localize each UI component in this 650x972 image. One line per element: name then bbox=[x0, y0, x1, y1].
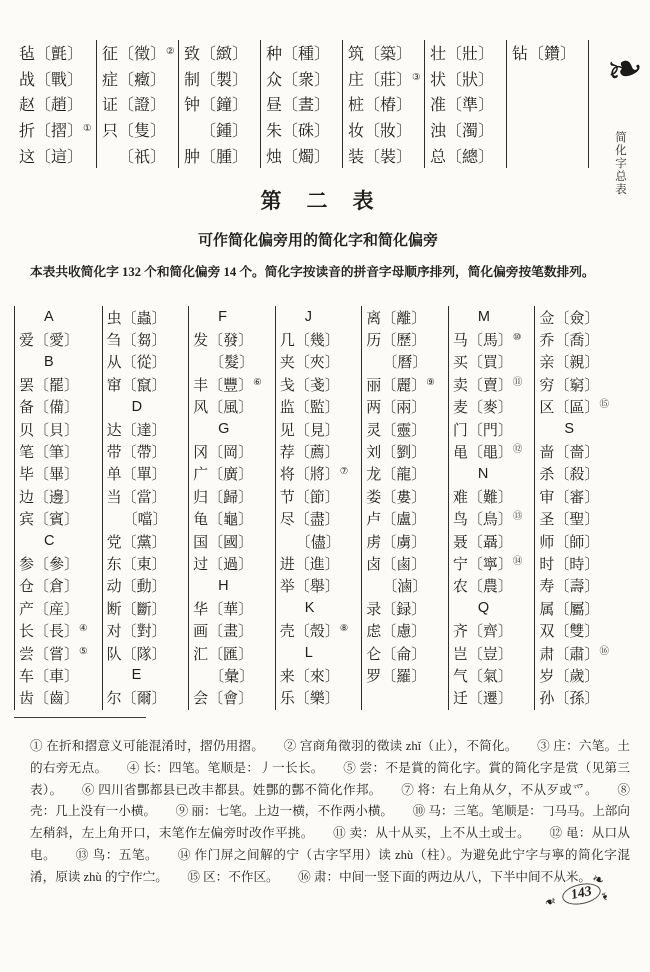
section-letter: A bbox=[44, 309, 54, 326]
char-pair: 农〔農〕 bbox=[452, 579, 513, 596]
char-pair: 乔〔喬〕 bbox=[539, 333, 600, 350]
char-pair: 装〔裝〕 bbox=[348, 148, 413, 166]
margin-vertical-title: 简化字总表 bbox=[614, 131, 626, 196]
char-pair: 黾〔黽〕⑫ bbox=[452, 445, 523, 462]
char-pair: 折〔摺〕① bbox=[19, 123, 92, 141]
table-column bbox=[424, 40, 506, 168]
char-pair: 亲〔親〕 bbox=[539, 355, 600, 372]
char-pair: 带〔帶〕 bbox=[106, 445, 167, 462]
char-pair: 来〔來〕 bbox=[279, 668, 340, 685]
char-pair: 尝〔嘗〕⑤ bbox=[19, 646, 88, 663]
char-pair: 灵〔靈〕 bbox=[366, 422, 427, 439]
char-pair: 刘〔劉〕 bbox=[366, 445, 427, 462]
char-pair: 龟〔龜〕 bbox=[193, 512, 254, 529]
char-pair: 双〔雙〕 bbox=[539, 624, 600, 641]
char-pair: 寿〔壽〕 bbox=[539, 579, 600, 596]
char-pair: 属〔屬〕 bbox=[539, 601, 600, 618]
char-pair: 东〔東〕 bbox=[106, 556, 167, 573]
leaf-icon: ❧ bbox=[589, 871, 606, 890]
char-pair: 制〔製〕 bbox=[184, 71, 249, 89]
char-pair: 达〔達〕 bbox=[106, 422, 167, 439]
char-pair: 笔〔筆〕 bbox=[19, 445, 80, 462]
char-pair: 状〔狀〕 bbox=[430, 71, 495, 89]
page-number-value: 143 bbox=[560, 880, 602, 908]
char-pair: 虫〔蟲〕 bbox=[106, 310, 167, 327]
char-pair: 娄〔婁〕 bbox=[366, 489, 427, 506]
char-pair: 两〔兩〕 bbox=[366, 400, 427, 417]
char-pair: 区〔區〕⑮ bbox=[539, 400, 609, 417]
char-pair: 总〔總〕 bbox=[430, 148, 495, 166]
table-column bbox=[361, 306, 448, 710]
section-letter: E bbox=[131, 667, 142, 684]
char-pair: 爱〔愛〕 bbox=[19, 333, 80, 350]
char-pair: 罢〔罷〕 bbox=[19, 377, 80, 394]
char-pair: 风〔風〕 bbox=[193, 400, 254, 417]
subtitle: 可作简化偏旁用的简化字和简化偏旁 bbox=[197, 233, 438, 249]
char-pair: 审〔審〕 bbox=[539, 489, 600, 506]
char-pair: 华〔華〕 bbox=[193, 601, 254, 618]
leaf-icon: ❧ bbox=[541, 891, 558, 910]
footnote-marker: ① bbox=[83, 124, 92, 135]
char-pair: 队〔隊〕 bbox=[106, 646, 167, 663]
table-column bbox=[534, 306, 621, 710]
table-column bbox=[14, 40, 96, 168]
char-pair: 气〔氣〕 bbox=[452, 668, 513, 685]
footnote-marker: ⑭ bbox=[512, 556, 523, 567]
footnote-item: ⑤ 尝：不是賞的简化字。賞的简化字是赏（见第三表）。 bbox=[30, 760, 630, 797]
table-column bbox=[448, 306, 535, 710]
char-pair: 〔滷〕 bbox=[382, 579, 428, 596]
char-pair: 产〔産〕 bbox=[19, 601, 80, 618]
char-pair: 门〔門〕 bbox=[452, 422, 513, 439]
section-divider bbox=[14, 717, 146, 718]
char-pair: 画〔畫〕 bbox=[193, 624, 254, 641]
char-pair: 仓〔倉〕 bbox=[19, 579, 80, 596]
char-pair: 齿〔齒〕 bbox=[19, 691, 80, 708]
char-pair: 节〔節〕 bbox=[279, 489, 340, 506]
footnote-item: ⑨ 丽：七笔。上边一横，不作两小横。 bbox=[175, 804, 394, 819]
section-letter: S bbox=[564, 421, 575, 438]
char-pair: 买〔買〕 bbox=[452, 355, 513, 372]
table-column bbox=[260, 40, 342, 168]
char-pair: 症〔癥〕 bbox=[102, 71, 167, 89]
footnote-item: ② 宫商角徵羽的徵读 zhǐ（止），不简化。 bbox=[283, 739, 518, 753]
char-pair: 〔祇〕 bbox=[118, 148, 167, 166]
char-pair: 冈〔岡〕 bbox=[193, 445, 254, 462]
char-pair: 岁〔歲〕 bbox=[539, 668, 600, 685]
char-pair: 丰〔豐〕⑥ bbox=[193, 377, 262, 394]
char-pair: 离〔離〕 bbox=[366, 310, 427, 327]
char-pair: 〔鍾〕 bbox=[200, 123, 249, 141]
footnote-marker: ⑦ bbox=[339, 467, 349, 478]
char-pair: 戋〔戔〕 bbox=[279, 377, 340, 394]
footnote-marker: ⑮ bbox=[599, 400, 609, 411]
char-pair: 毡〔氈〕 bbox=[19, 46, 84, 64]
char-pair: 卢〔盧〕 bbox=[366, 512, 427, 529]
footnote-item: ⑧ 壳：几上没有一小横。 bbox=[30, 782, 631, 819]
char-pair: 准〔準〕 bbox=[430, 97, 495, 115]
section-letter: H bbox=[218, 577, 229, 594]
char-pair: 师〔師〕 bbox=[539, 534, 600, 551]
section-letter: K bbox=[304, 600, 315, 617]
footnotes-section bbox=[30, 736, 630, 889]
char-pair: 对〔對〕 bbox=[106, 624, 167, 641]
char-pair: 国〔國〕 bbox=[193, 534, 254, 551]
char-pair: 会〔會〕 bbox=[193, 691, 254, 708]
char-pair: 佥〔僉〕 bbox=[539, 310, 600, 327]
footnote-marker: ⑯ bbox=[599, 646, 609, 657]
footnote-item: ⑦ 将：右上角从夕，不从歹或爫。 bbox=[401, 782, 598, 797]
top-table bbox=[14, 40, 589, 168]
char-pair: 〔曆〕 bbox=[382, 355, 428, 372]
char-pair: 归〔歸〕 bbox=[193, 489, 254, 506]
char-pair: 长〔長〕④ bbox=[19, 624, 88, 641]
char-pair: 钻〔鑽〕 bbox=[512, 46, 577, 64]
table-column bbox=[96, 40, 178, 168]
char-pair: 进〔進〕 bbox=[279, 556, 340, 573]
char-pair: 肿〔腫〕 bbox=[184, 148, 249, 166]
char-pair: 见〔見〕 bbox=[279, 422, 340, 439]
char-pair: 浊〔濁〕 bbox=[430, 123, 495, 141]
char-pair: 备〔備〕 bbox=[19, 400, 80, 417]
footnote-marker: ⑫ bbox=[512, 445, 523, 456]
char-pair: 当〔當〕 bbox=[106, 489, 167, 506]
char-pair: 乐〔樂〕 bbox=[279, 691, 340, 708]
char-pair: 钟〔鐘〕 bbox=[184, 97, 249, 115]
footnote-item: ⑥ 四川省酆都县已改丰都县。姓酆的酆不简化作邦。 bbox=[81, 782, 382, 797]
char-pair: 穷〔窮〕 bbox=[539, 377, 600, 394]
char-pair: 只〔隻〕 bbox=[102, 123, 167, 141]
section-letter: D bbox=[131, 398, 143, 415]
section-letter: J bbox=[304, 309, 312, 326]
char-pair: 毕〔畢〕 bbox=[19, 467, 80, 484]
char-pair: 壮〔壯〕 bbox=[430, 46, 495, 64]
footnote-item: ⑩ 马：三笔。笔顺是：𠃌马马。上部向左稍斜，左上角开口，末笔作左偏旁时改作平挑。 bbox=[30, 804, 631, 841]
footnote-marker: ⑨ bbox=[426, 377, 435, 388]
footnote-item: ⑫ 黾：从口从电。 bbox=[30, 826, 630, 862]
char-pair: 贝〔貝〕 bbox=[19, 422, 80, 439]
footnote-marker: ⑬ bbox=[512, 512, 523, 523]
char-pair: 征〔徵〕② bbox=[102, 46, 175, 64]
char-pair: 监〔監〕 bbox=[279, 400, 340, 417]
char-pair: 这〔這〕 bbox=[19, 148, 84, 166]
char-pair: 动〔動〕 bbox=[106, 579, 167, 596]
footnote-item: ⑯ 肃：中间一竖下面的两边从八，下半中间不从米。 bbox=[298, 869, 591, 884]
char-pair: 发〔發〕 bbox=[193, 333, 254, 350]
char-pair: 几〔幾〕 bbox=[279, 333, 340, 350]
char-pair: 岂〔豈〕 bbox=[452, 646, 513, 663]
footnote-item: ③ 庄：六笔。土的右旁无点。 bbox=[30, 739, 630, 775]
page-title: 第 二 表 bbox=[260, 189, 376, 213]
char-pair: 刍〔芻〕 bbox=[106, 333, 167, 350]
char-pair: 卖〔賣〕⑪ bbox=[452, 377, 523, 394]
table-column bbox=[275, 306, 362, 710]
section-letter: G bbox=[218, 421, 230, 438]
char-pair: 致〔緻〕 bbox=[184, 46, 249, 64]
footnote-item: ⑭ 作门屏之间解的宁（古字罕用）读 zhù（柱）。为避免此宁字与寧的简化字混淆，原读 zhù 的宁作㝉。 bbox=[30, 847, 630, 884]
table-column bbox=[342, 40, 424, 168]
char-pair: 宁〔寧〕⑭ bbox=[452, 556, 523, 573]
char-pair: 妆〔妝〕 bbox=[348, 123, 413, 141]
floral-ornament-icon: ❧ bbox=[601, 41, 649, 98]
char-pair: 龙〔龍〕 bbox=[366, 467, 427, 484]
footnote-marker: ③ bbox=[412, 72, 421, 83]
footnote-marker: ⑪ bbox=[512, 377, 523, 388]
char-pair: 广〔廣〕 bbox=[193, 467, 254, 484]
char-pair: 〔彙〕 bbox=[209, 668, 255, 685]
footnote-marker: ④ bbox=[79, 624, 88, 635]
char-pair: 烛〔燭〕 bbox=[266, 148, 331, 166]
char-pair: 将〔將〕⑦ bbox=[279, 467, 349, 484]
char-pair: 众〔衆〕 bbox=[266, 71, 331, 89]
char-pair: 录〔録〕 bbox=[366, 601, 427, 618]
char-pair: 圣〔聖〕 bbox=[539, 512, 600, 529]
char-pair: 单〔單〕 bbox=[106, 467, 167, 484]
table-column bbox=[102, 306, 189, 710]
char-pair: 鸟〔鳥〕⑬ bbox=[452, 512, 523, 529]
char-pair: 尔〔爾〕 bbox=[106, 691, 167, 708]
section-letter: N bbox=[477, 465, 489, 482]
char-pair: 麦〔麥〕 bbox=[452, 400, 513, 417]
footnote-item: ① 在折和摺意义可能混淆时，摺仍用摺。 bbox=[30, 739, 265, 753]
main-table bbox=[14, 306, 621, 710]
char-pair: 赵〔趙〕 bbox=[19, 97, 84, 115]
char-pair: 断〔斷〕 bbox=[106, 601, 167, 618]
char-pair: 桩〔椿〕 bbox=[348, 97, 413, 115]
char-pair: 朱〔硃〕 bbox=[266, 123, 331, 141]
char-pair: 壳〔殼〕⑧ bbox=[279, 624, 349, 641]
section-letter: M bbox=[477, 309, 490, 326]
footnote-marker: ② bbox=[166, 47, 175, 58]
char-pair: 汇〔匯〕 bbox=[193, 646, 254, 663]
char-pair: 参〔參〕 bbox=[19, 556, 80, 573]
char-pair: 荐〔薦〕 bbox=[279, 445, 340, 462]
table-column bbox=[178, 40, 260, 168]
char-pair: 虑〔慮〕 bbox=[366, 624, 427, 641]
section-letter: Q bbox=[477, 600, 490, 617]
char-pair: 丽〔麗〕⑨ bbox=[366, 377, 435, 394]
table-column bbox=[188, 306, 275, 710]
footnote-marker: ⑤ bbox=[79, 646, 88, 657]
char-pair: 〔噹〕 bbox=[122, 512, 168, 529]
table-column bbox=[506, 40, 588, 168]
char-pair: 时〔時〕 bbox=[539, 556, 600, 573]
char-pair: 车〔車〕 bbox=[19, 668, 80, 685]
char-pair: 迁〔遷〕 bbox=[452, 691, 513, 708]
char-pair: 虏〔虜〕 bbox=[366, 534, 427, 551]
char-pair: 尽〔盡〕 bbox=[279, 512, 340, 529]
page-number bbox=[540, 871, 630, 926]
section-letter: F bbox=[218, 309, 227, 326]
char-pair: 过〔過〕 bbox=[193, 556, 254, 573]
char-pair: 啬〔嗇〕 bbox=[539, 445, 600, 462]
char-pair: 〔髮〕 bbox=[209, 355, 255, 372]
footnote-item: ⑬ 鸟：五笔。 bbox=[75, 847, 159, 862]
char-pair: 党〔黨〕 bbox=[106, 534, 167, 551]
footnote-item: ⑪ 卖：从十从买，上不从土或士。 bbox=[333, 826, 530, 841]
char-pair: 孙〔孫〕 bbox=[539, 691, 600, 708]
footnote-item: ④ 长：四笔。笔顺是：丿一长长。 bbox=[126, 760, 324, 775]
char-pair: 战〔戰〕 bbox=[19, 71, 84, 89]
char-pair: 齐〔齊〕 bbox=[452, 624, 513, 641]
char-pair: 聂〔聶〕 bbox=[452, 534, 513, 551]
section-letter: B bbox=[44, 353, 54, 370]
intro-paragraph: 本表共收简化字 132 个和简化偏旁 14 个。简化字按读音的拼音字母顺序排列，简化偏旁按笔数排列。 bbox=[30, 265, 595, 279]
char-pair: 边〔邊〕 bbox=[19, 489, 80, 506]
char-pair: 举〔舉〕 bbox=[279, 579, 340, 596]
char-pair: 宾〔賓〕 bbox=[19, 512, 80, 529]
char-pair: 难〔難〕 bbox=[452, 489, 513, 506]
char-pair: 筑〔築〕 bbox=[348, 46, 413, 64]
char-pair: 从〔從〕 bbox=[106, 355, 167, 372]
section-letter: C bbox=[44, 533, 55, 550]
footnote-marker: ⑧ bbox=[339, 624, 349, 635]
char-pair: 杀〔殺〕 bbox=[539, 467, 600, 484]
footnote-marker: ⑥ bbox=[253, 377, 262, 388]
section-letter: L bbox=[304, 645, 313, 662]
char-pair: 窜〔竄〕 bbox=[106, 377, 167, 394]
char-pair: 马〔馬〕⑩ bbox=[452, 333, 522, 350]
char-pair: 昼〔晝〕 bbox=[266, 97, 331, 115]
char-pair: 卤〔鹵〕 bbox=[366, 556, 427, 573]
char-pair: 夹〔夾〕 bbox=[279, 355, 340, 372]
char-pair: 〔儘〕 bbox=[295, 534, 341, 551]
footnote-item: ⑮ 区：不作区。 bbox=[187, 869, 279, 884]
char-pair: 种〔種〕 bbox=[266, 46, 331, 64]
footnote-marker: ⑩ bbox=[512, 333, 522, 344]
table-column bbox=[15, 306, 102, 710]
char-pair: 仑〔侖〕 bbox=[366, 646, 427, 663]
char-pair: 罗〔羅〕 bbox=[366, 668, 427, 685]
char-pair: 庄〔莊〕③ bbox=[348, 71, 421, 89]
char-pair: 证〔證〕 bbox=[102, 97, 167, 115]
leaf-icon: ❧ bbox=[596, 889, 612, 904]
char-pair: 肃〔肅〕⑯ bbox=[539, 646, 609, 663]
char-pair: 历〔歷〕 bbox=[366, 333, 427, 350]
